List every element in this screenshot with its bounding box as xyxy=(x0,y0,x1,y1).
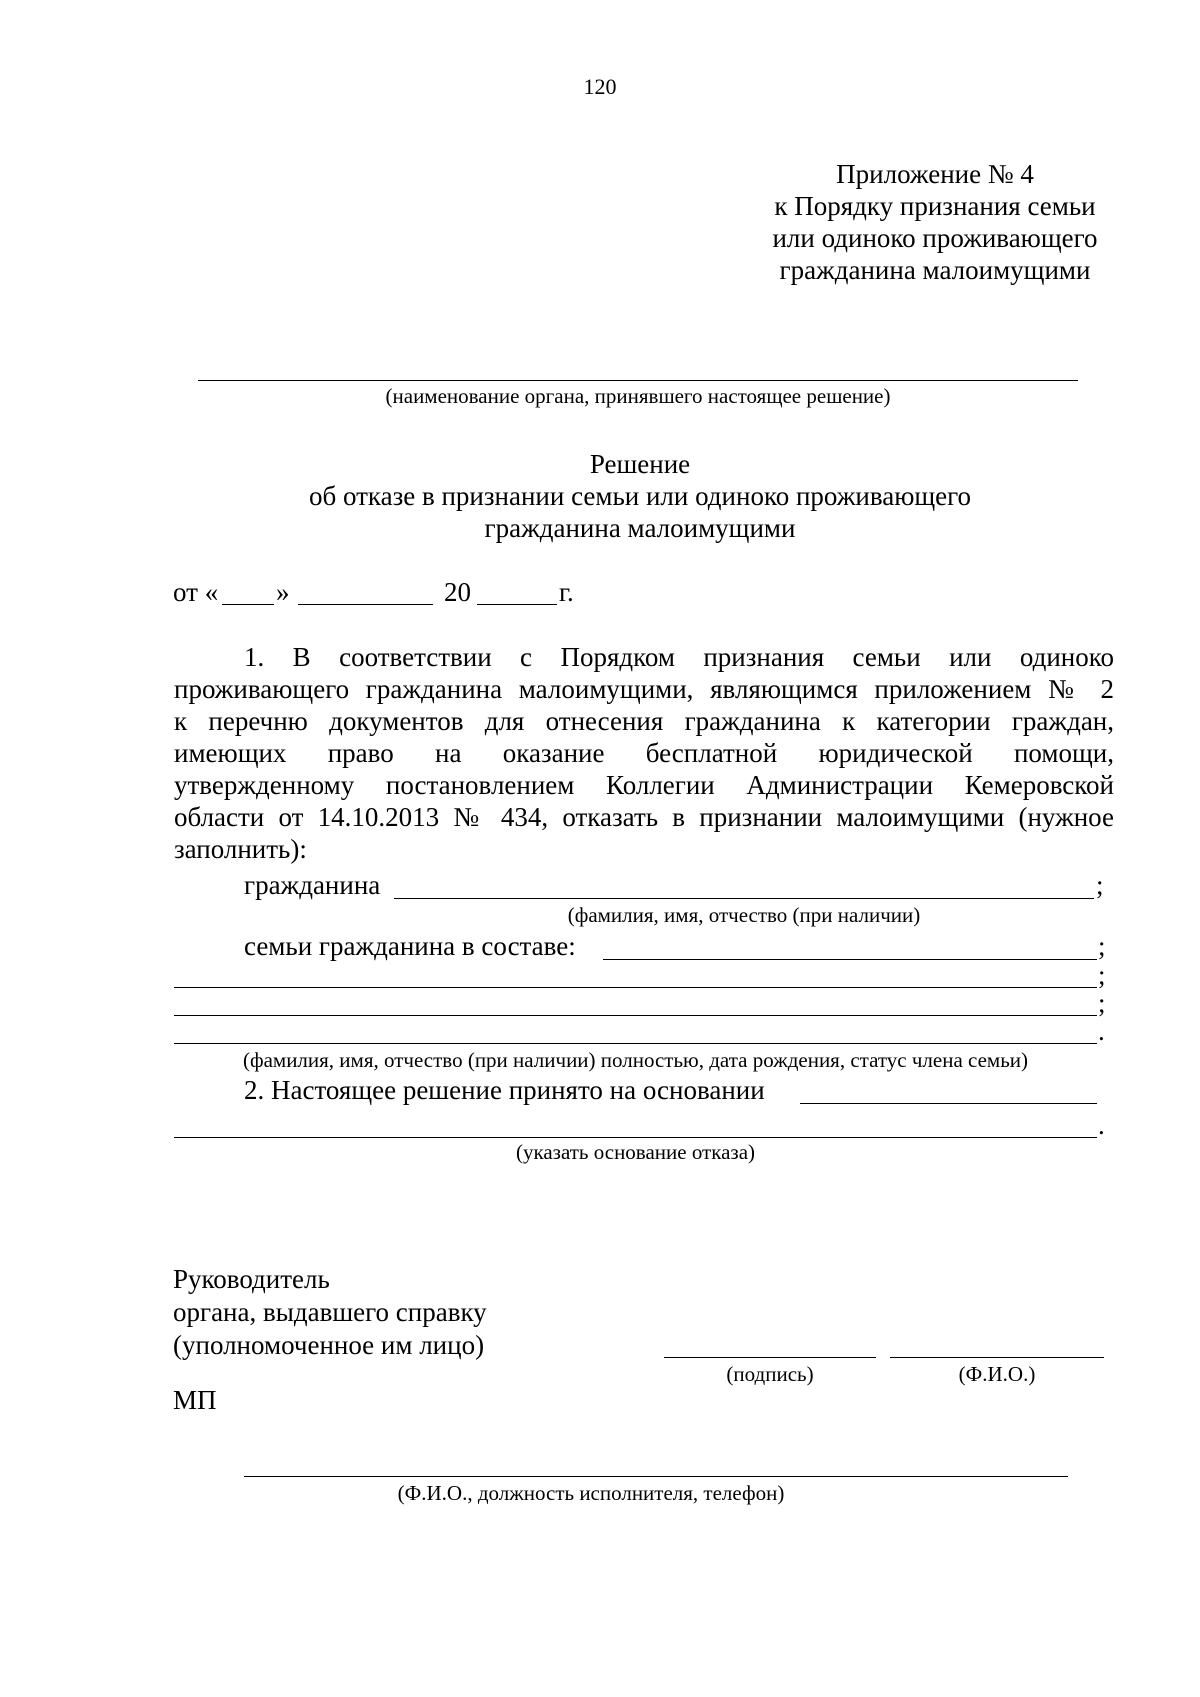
appendix-line-3: или одиноко проживающего xyxy=(772,223,1098,253)
family-line-end-1: ; xyxy=(1098,931,1106,961)
basis-field-2[interactable] xyxy=(174,1137,1097,1138)
title-line-2: об отказе в признании семьи или одиноко проживающего xyxy=(308,481,972,511)
date-quote-close: » xyxy=(276,577,290,607)
title-line-1: Решение xyxy=(589,449,691,479)
para1-line-3: к перечню документов для отнесения гражданина к категории граждан, xyxy=(174,706,1114,736)
fio-field[interactable] xyxy=(890,1357,1104,1358)
family-line-end-3: ; xyxy=(1098,988,1106,1018)
date-day-field[interactable] xyxy=(222,604,274,605)
head-block xyxy=(173,1263,487,1362)
family-caption: (фамилия, имя, отчество (при наличии) полностью, дата рождения, статус члена семьи) xyxy=(242,1048,1029,1072)
para1-line-4: имеющих право на оказание бесплатной юридической помощи, xyxy=(174,738,1114,768)
signature-caption: (подпись) xyxy=(726,1362,814,1386)
page-number: 120 xyxy=(583,74,617,99)
para1-line-1: 1. В соответствии с Порядком признания семьи или одиноко xyxy=(244,642,1114,672)
date-suffix: г. xyxy=(559,577,574,607)
citizen-name-field[interactable] xyxy=(394,898,1094,899)
family-member-field-3[interactable] xyxy=(174,1015,1097,1016)
date-prefix: от « xyxy=(173,577,219,607)
para2-line-end: . xyxy=(1098,1110,1105,1140)
basis-field-1[interactable] xyxy=(800,1103,1097,1104)
head-line-3: (уполномоченное им лицо) xyxy=(173,1330,485,1360)
document-title xyxy=(0,448,1200,544)
citizen-caption: (фамилия, имя, отчество (при наличии) xyxy=(567,903,921,927)
para2-text: 2. Настоящее решение принято на основании xyxy=(244,1075,765,1105)
date-year-field[interactable] xyxy=(477,604,557,605)
head-line-2: органа, выдавшего справку xyxy=(173,1297,487,1327)
title-line-3: гражданина малоимущими xyxy=(484,513,796,543)
executor-caption: (Ф.И.О., должность исполнителя, телефон) xyxy=(397,1481,785,1505)
citizen-line-end: ; xyxy=(1096,870,1104,900)
family-member-field-4[interactable] xyxy=(174,1043,1097,1044)
appendix-line-2: к Порядку признания семьи xyxy=(774,191,1096,221)
para1-line-7: заполнить): xyxy=(174,834,307,864)
head-line-1: Руководитель xyxy=(173,1264,330,1294)
family-line-end-4: . xyxy=(1098,1016,1105,1046)
family-member-field-1[interactable] xyxy=(603,959,1097,960)
signature-field[interactable] xyxy=(664,1357,876,1358)
family-label: семьи гражданина в составе: xyxy=(244,931,576,961)
para1-line-6: области от 14.10.2013 № 434, отказать в признании малоимущими (нужное xyxy=(174,802,1114,832)
citizen-label: гражданина xyxy=(244,870,381,900)
family-member-field-2[interactable] xyxy=(174,987,1097,988)
date-century: 20 xyxy=(444,577,471,607)
executor-field[interactable] xyxy=(244,1476,1068,1477)
basis-caption: (указать основание отказа) xyxy=(515,1140,756,1164)
fio-caption: (Ф.И.О.) xyxy=(958,1362,1036,1386)
para1-line-5: утвержденному постановлением Коллегии Администрации Кемеровской xyxy=(174,770,1114,800)
organ-name-line[interactable] xyxy=(198,380,1078,381)
appendix-line-1: Приложение № 4 xyxy=(836,159,1034,189)
para1-line-2: проживающего гражданина малоимущими, являющимся приложением № 2 xyxy=(174,674,1114,704)
stamp-label: МП xyxy=(173,1385,217,1415)
organ-caption: (наименование органа, принявшего настоящее решение) xyxy=(385,384,891,408)
family-line-end-2: ; xyxy=(1098,960,1106,990)
appendix-block xyxy=(740,158,1130,286)
appendix-line-4: гражданина малоимущими xyxy=(779,255,1091,285)
date-month-field[interactable] xyxy=(298,604,433,605)
